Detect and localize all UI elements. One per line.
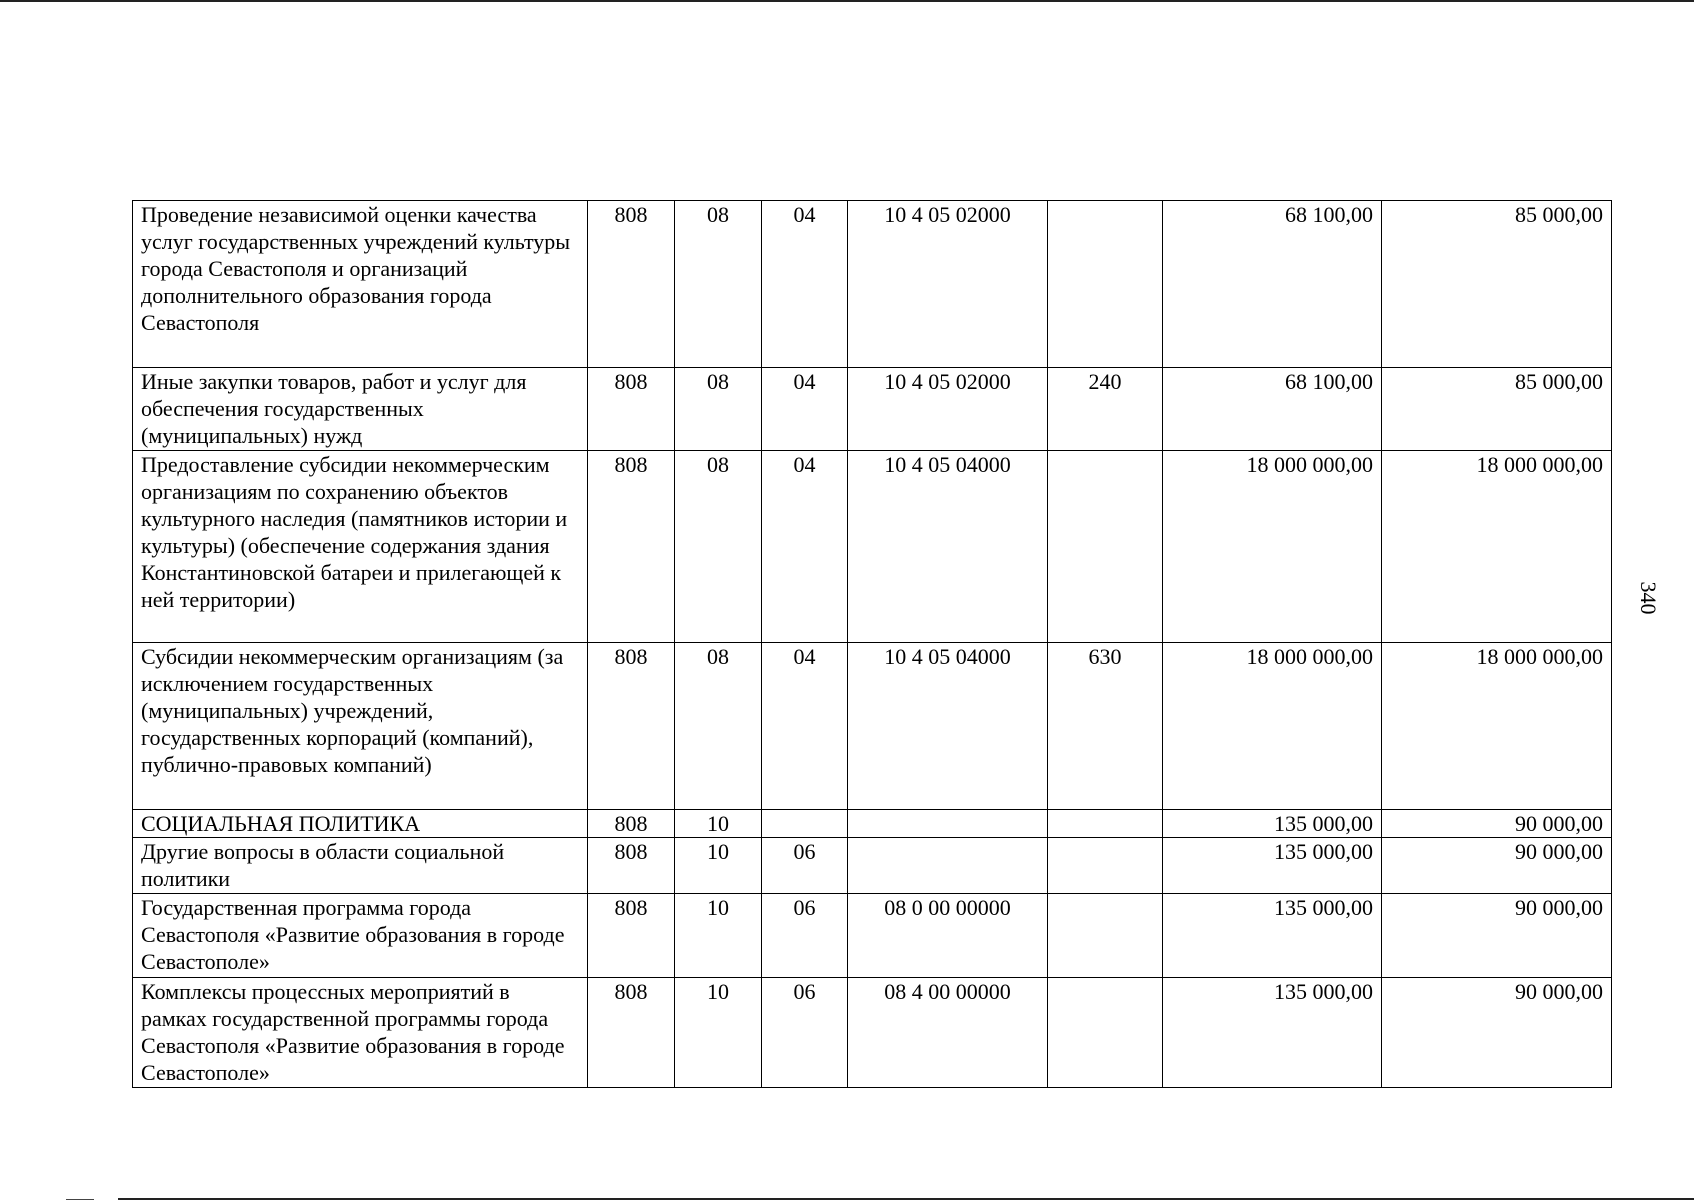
table-row bbox=[133, 838, 1612, 894]
target-article-code: 10 4 05 04000 bbox=[848, 643, 1048, 810]
grbs-code: 808 bbox=[588, 643, 675, 810]
grbs-code: 808 bbox=[588, 838, 675, 894]
sum-year-1: 18 000 000,00 bbox=[1163, 451, 1382, 643]
target-article-code: 08 0 00 00000 bbox=[848, 894, 1048, 978]
budget-table bbox=[132, 200, 1612, 1088]
table-row bbox=[133, 201, 1612, 368]
subsection-code: 06 bbox=[762, 838, 848, 894]
section-code: 08 bbox=[675, 643, 762, 810]
sum-year-1: 68 100,00 bbox=[1163, 201, 1382, 368]
target-article-code bbox=[848, 838, 1048, 894]
sum-year-1: 135 000,00 bbox=[1163, 894, 1382, 978]
row-name: Проведение независимой оценки качества услуг государственных учреждений культуры города Севастополя и организаций дополнительного образования города Севастополя bbox=[133, 201, 588, 368]
table-row bbox=[133, 368, 1612, 451]
sum-year-2: 18 000 000,00 bbox=[1382, 451, 1612, 643]
sum-year-1: 135 000,00 bbox=[1163, 810, 1382, 838]
sum-year-1: 68 100,00 bbox=[1163, 368, 1382, 451]
sum-year-1: 135 000,00 bbox=[1163, 978, 1382, 1088]
section-code: 10 bbox=[675, 978, 762, 1088]
subsection-code: 06 bbox=[762, 894, 848, 978]
sum-year-2: 90 000,00 bbox=[1382, 978, 1612, 1088]
sum-year-2: 90 000,00 bbox=[1382, 810, 1612, 838]
subsection-code: 04 bbox=[762, 451, 848, 643]
section-code: 10 bbox=[675, 838, 762, 894]
grbs-code: 808 bbox=[588, 978, 675, 1088]
sum-year-2: 90 000,00 bbox=[1382, 838, 1612, 894]
table-row bbox=[133, 894, 1612, 978]
row-name: Субсидии некоммерческим организациям (за исключением государственных (муниципальных) учреждений, государственных корпораций (компаний), публично-правовых компаний) bbox=[133, 643, 588, 810]
subsection-code: 04 bbox=[762, 201, 848, 368]
table-row bbox=[133, 451, 1612, 643]
expense-type-code bbox=[1048, 894, 1163, 978]
section-code: 08 bbox=[675, 201, 762, 368]
row-name: Другие вопросы в области социальной политики bbox=[133, 838, 588, 894]
sum-year-2: 85 000,00 bbox=[1382, 201, 1612, 368]
sum-year-2: 90 000,00 bbox=[1382, 894, 1612, 978]
row-name: СОЦИАЛЬНАЯ ПОЛИТИКА bbox=[133, 810, 588, 838]
subsection-code: 04 bbox=[762, 643, 848, 810]
grbs-code: 808 bbox=[588, 810, 675, 838]
section-code: 08 bbox=[675, 451, 762, 643]
expense-type-code bbox=[1048, 451, 1163, 643]
row-name: Комплексы процессных мероприятий в рамках государственной программы города Севастополя «Развитие образования в городе Севастополе» bbox=[133, 978, 588, 1088]
expense-type-code bbox=[1048, 978, 1163, 1088]
row-name: Государственная программа города Севастополя «Развитие образования в городе Севастополе» bbox=[133, 894, 588, 978]
grbs-code: 808 bbox=[588, 451, 675, 643]
table-row bbox=[133, 643, 1612, 810]
target-article-code: 10 4 05 02000 bbox=[848, 368, 1048, 451]
grbs-code: 808 bbox=[588, 201, 675, 368]
table-row bbox=[133, 978, 1612, 1088]
sum-year-1: 18 000 000,00 bbox=[1163, 643, 1382, 810]
page-number: 340 bbox=[1636, 581, 1661, 615]
section-code: 10 bbox=[675, 894, 762, 978]
target-article-code bbox=[848, 810, 1048, 838]
top-border bbox=[0, 0, 1694, 2]
grbs-code: 808 bbox=[588, 368, 675, 451]
subsection-code: 06 bbox=[762, 978, 848, 1088]
expense-type-code bbox=[1048, 838, 1163, 894]
expense-type-code: 240 bbox=[1048, 368, 1163, 451]
target-article-code: 10 4 05 02000 bbox=[848, 201, 1048, 368]
sum-year-2: 85 000,00 bbox=[1382, 368, 1612, 451]
section-code: 08 bbox=[675, 368, 762, 451]
target-article-code: 08 4 00 00000 bbox=[848, 978, 1048, 1088]
expense-type-code bbox=[1048, 810, 1163, 838]
sum-year-1: 135 000,00 bbox=[1163, 838, 1382, 894]
section-code: 10 bbox=[675, 810, 762, 838]
target-article-code: 10 4 05 04000 bbox=[848, 451, 1048, 643]
row-name: Иные закупки товаров, работ и услуг для обеспечения государственных (муниципальных) нужд bbox=[133, 368, 588, 451]
subsection-code bbox=[762, 810, 848, 838]
expense-type-code: 630 bbox=[1048, 643, 1163, 810]
row-name: Предоставление субсидии некоммерческим организациям по сохранению объектов культурного наследия (памятников истории и культуры) (обеспечение содержания здания Константиновской батареи и прилегающей к ней территории) bbox=[133, 451, 588, 643]
expense-type-code bbox=[1048, 201, 1163, 368]
grbs-code: 808 bbox=[588, 894, 675, 978]
table-row bbox=[133, 810, 1612, 838]
sum-year-2: 18 000 000,00 bbox=[1382, 643, 1612, 810]
subsection-code: 04 bbox=[762, 368, 848, 451]
